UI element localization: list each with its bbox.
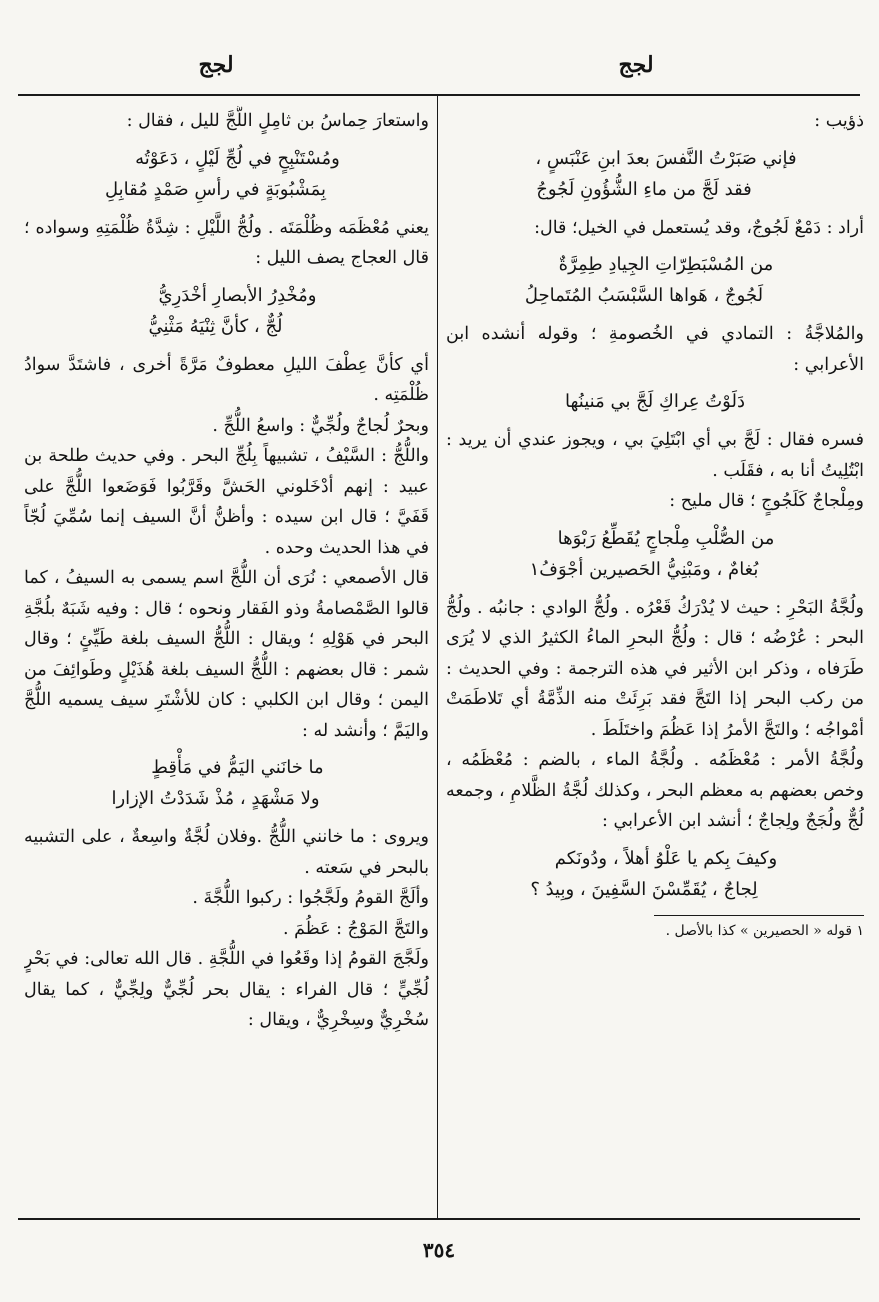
verse-line: فإني صَبَرْتُ النَّفسَ بعدَ ابنِ عَنْبَسٍ ، bbox=[535, 147, 797, 169]
verse-line: فقد لَجَّ من ماءِ الشُّؤُونِ لَجُوجُ bbox=[536, 178, 752, 200]
verse-block bbox=[446, 523, 864, 585]
paragraph: يعني مُعْظَمَه وظُلْمَتَه . ولُجُّ اللَّيْلِ : شِدَّةُ ظُلْمَتِهِ وسواده ؛ قال العجاج يصف الليل : bbox=[24, 217, 429, 268]
verse-block bbox=[446, 386, 864, 417]
verse-block bbox=[24, 752, 429, 814]
verse-line: ومُسْتَنْبِحٍ في لُجِّ لَيْلٍ ، دَعَوْتُه bbox=[135, 147, 340, 169]
header-rule bbox=[18, 94, 860, 96]
footnote-rule bbox=[654, 915, 864, 916]
page-number: ٣٥٤ bbox=[422, 1238, 456, 1262]
column-divider bbox=[437, 96, 438, 1218]
left-column bbox=[24, 106, 429, 1211]
paragraph: ولَجَّجَ القومُ إذا وقَعُوا في اللُّجَّةِ . قال الله تعالى: في بَحْرٍ لُجِّيٍّ ؛ قال الفراء : يقال بحر لُجِّيٌّ ولِجِّيٌّ ، كما يقال سُخْرِيٌّ وسِخْرِيٌّ ، ويقال : bbox=[24, 949, 429, 1030]
paragraph: واللُّجُّ : السَّيْفُ ، تشبيهاً بِلُجِّ البحر . وفي حديث طلحة بن عبيد : إنهم أدْخَلوني الحَشَّ وقَرَّبُوا فَوَضَعوا اللُّجَّ على قَفَيَّ ؛ قال ابن سيده : وأظنُّ أنَّ السيف إنما سُمِّيَ لُجّاً في هذا الحديث وحده . bbox=[24, 446, 429, 558]
paragraph: وألَجَّ القومُ ولَجَّجُوا : ركبوا اللُّجَّةَ . bbox=[192, 888, 429, 908]
verse-line: من الصُّلْبِ مِلْجاجٍ يُقَطِّعُ رَبْوَها bbox=[557, 527, 775, 549]
paragraph: أراد : دَمْعٌ لَجُوجٌ، وقد يُستعمل في الخيل؛ قال: bbox=[534, 217, 864, 238]
paragraph: أي كأنَّ عِطْفَ الليلِ معطوفٌ مَرَّةً أخرى ، فاشتَدَّ سوادُ ظُلْمَتِه . bbox=[24, 354, 429, 405]
paragraph: فسره فقال : لَجَّ بي أي ابْتَلِيَ بي ، ويجوز عندي أن يريد : ابْتُلِيتُ أنا به ، فقَلَب . bbox=[446, 430, 864, 481]
verse-line: ما خانَني اليَمُّ في مَأْقِطٍ bbox=[151, 757, 324, 778]
verse-line: بِمَشْبُوبَةٍ في رأسِ صَمْدٍ مُقابِلِ bbox=[104, 178, 327, 200]
verse-line: دَلَوْتُ عِراكِ لَجَّ بي مَنينُها bbox=[565, 391, 745, 412]
right-column bbox=[446, 106, 864, 1211]
paragraph: قال الأصمعي : نُرَى أن اللُّجَّ اسم يسمى به السيفُ ، كما قالوا الصَّمْصامةُ وذو الفَقار ونحوه ؛ قال : وفيه شَبَهٌ بلُجَّةِ البحر في هَوْلِهِ ؛ ويقال : اللُّجُّ السيف بلغة طَيِّئٍ ؛ وقال شمر : قال بعضهم : اللُّجُّ السيف بلغة هُذَيْلٍ وطَوائِفَ من اليمن ؛ وقال ابن الكلبي : كان للأشْتَرِ سيف يسميه اللُّجَّ واليَمَّ ؛ وأنشد له : bbox=[24, 568, 429, 741]
paragraph: والتَجَّ المَوْجُ : عَظُمَ . bbox=[282, 918, 429, 939]
verse-line: بُغامٌ ، ومَبْنِيُّ الحَصيرين أجْوَفُ١ bbox=[529, 558, 759, 580]
verse-line: لَجُوجٌ ، هَواها السَّبْسَبُ المُتَماحِلُ bbox=[524, 285, 764, 306]
verse-block bbox=[446, 143, 864, 205]
paragraph: ولُجَّةُ البَحْرِ : حيث لا يُدْرَكُ قَعْرُه . ولُجُّ الوادي : جانبُه . ولُجُّ البحر : عُرْضُه ؛ قال : ولُجُّ البحرِ الماءُ الكثيرُ الذي لا يُرَى طَرَفاه ، وذكر ابن الأثير في هذه الترجمة : وفي الحديث : من ركب البحر إذا التَجَّ فقد بَرِئَتْ منه الذِّمَّةُ أي تَلاطَمَتْ أمْواجُه ؛ والتَجَّ الأمرُ إذا عَظُمَ واختَلَطَ . bbox=[446, 597, 864, 740]
paragraph: ولُجَّةُ الأمر : مُعْظَمُه . ولُجَّةُ الماء ، بالضم : مُعْظَمُه ، وخص بعضهم به معظم البحر ، وكذلك لُجَّةُ الظَّلامِ ، وجمعه لُجٌّ ولُجَجٌ ولِجاجٌ ؛ أنشد ابن الأعرابي : bbox=[446, 750, 864, 831]
verse-block bbox=[24, 280, 429, 342]
paragraph: ويروى : ما خانني اللُّجُّ .وفلان لُجَّةٌ واسِعةٌ ، على التشبيه بالبحر في سَعته . bbox=[24, 827, 429, 878]
paragraph: ذؤيب : bbox=[814, 111, 864, 131]
verse-block bbox=[24, 143, 429, 205]
paragraph: وبحرٌ لُجاجٌ ولُجِّيٌّ : واسعُ اللُّجِّ . bbox=[212, 415, 429, 436]
verse-block bbox=[446, 843, 864, 905]
headword-right: لجج bbox=[618, 52, 654, 78]
verse-line: لِجاجٌ ، يُقَمِّسْنَ السَّفِينَ ، وبِيدُ ؟ bbox=[530, 878, 758, 900]
verse-line: ولا مَشْهَدٍ ، مُذْ شَدَدْتُ الإزارا bbox=[111, 788, 320, 809]
headword-left: لجج bbox=[198, 52, 234, 78]
paragraph: ومِلْجاجٌ كَلَجُوجٍ ؛ قال مليح : bbox=[669, 491, 864, 511]
footer-rule bbox=[18, 1218, 860, 1220]
paragraph: والمُلاجَّةُ : التمادي في الخُصومةِ ؛ وقوله أنشده ابن الأعرابي : bbox=[446, 324, 864, 375]
footnote: ١ قوله « الحصيرين » كذا بالأصل . bbox=[665, 922, 864, 939]
verse-line: من المُسْبَطِرّاتِ الجِيادِ طِمِرَّةٌ bbox=[558, 254, 774, 275]
verse-line: ومُخْدِرُ الأبصارِ أخْدَرِيُّ bbox=[158, 284, 317, 306]
paragraph: واستعارَ حِماسُ بن ثامِلٍ اللُّجَّ لليل ، فقال : bbox=[126, 111, 429, 131]
verse-line: لُجٌّ ، كأنَّ ثِنْيَهُ مَثْنِيُّ bbox=[148, 315, 283, 337]
verse-line: وكيفَ بِكم يا عَلْوُ أهلاً ، ودُونَكم bbox=[554, 847, 778, 869]
verse-block bbox=[446, 249, 864, 311]
